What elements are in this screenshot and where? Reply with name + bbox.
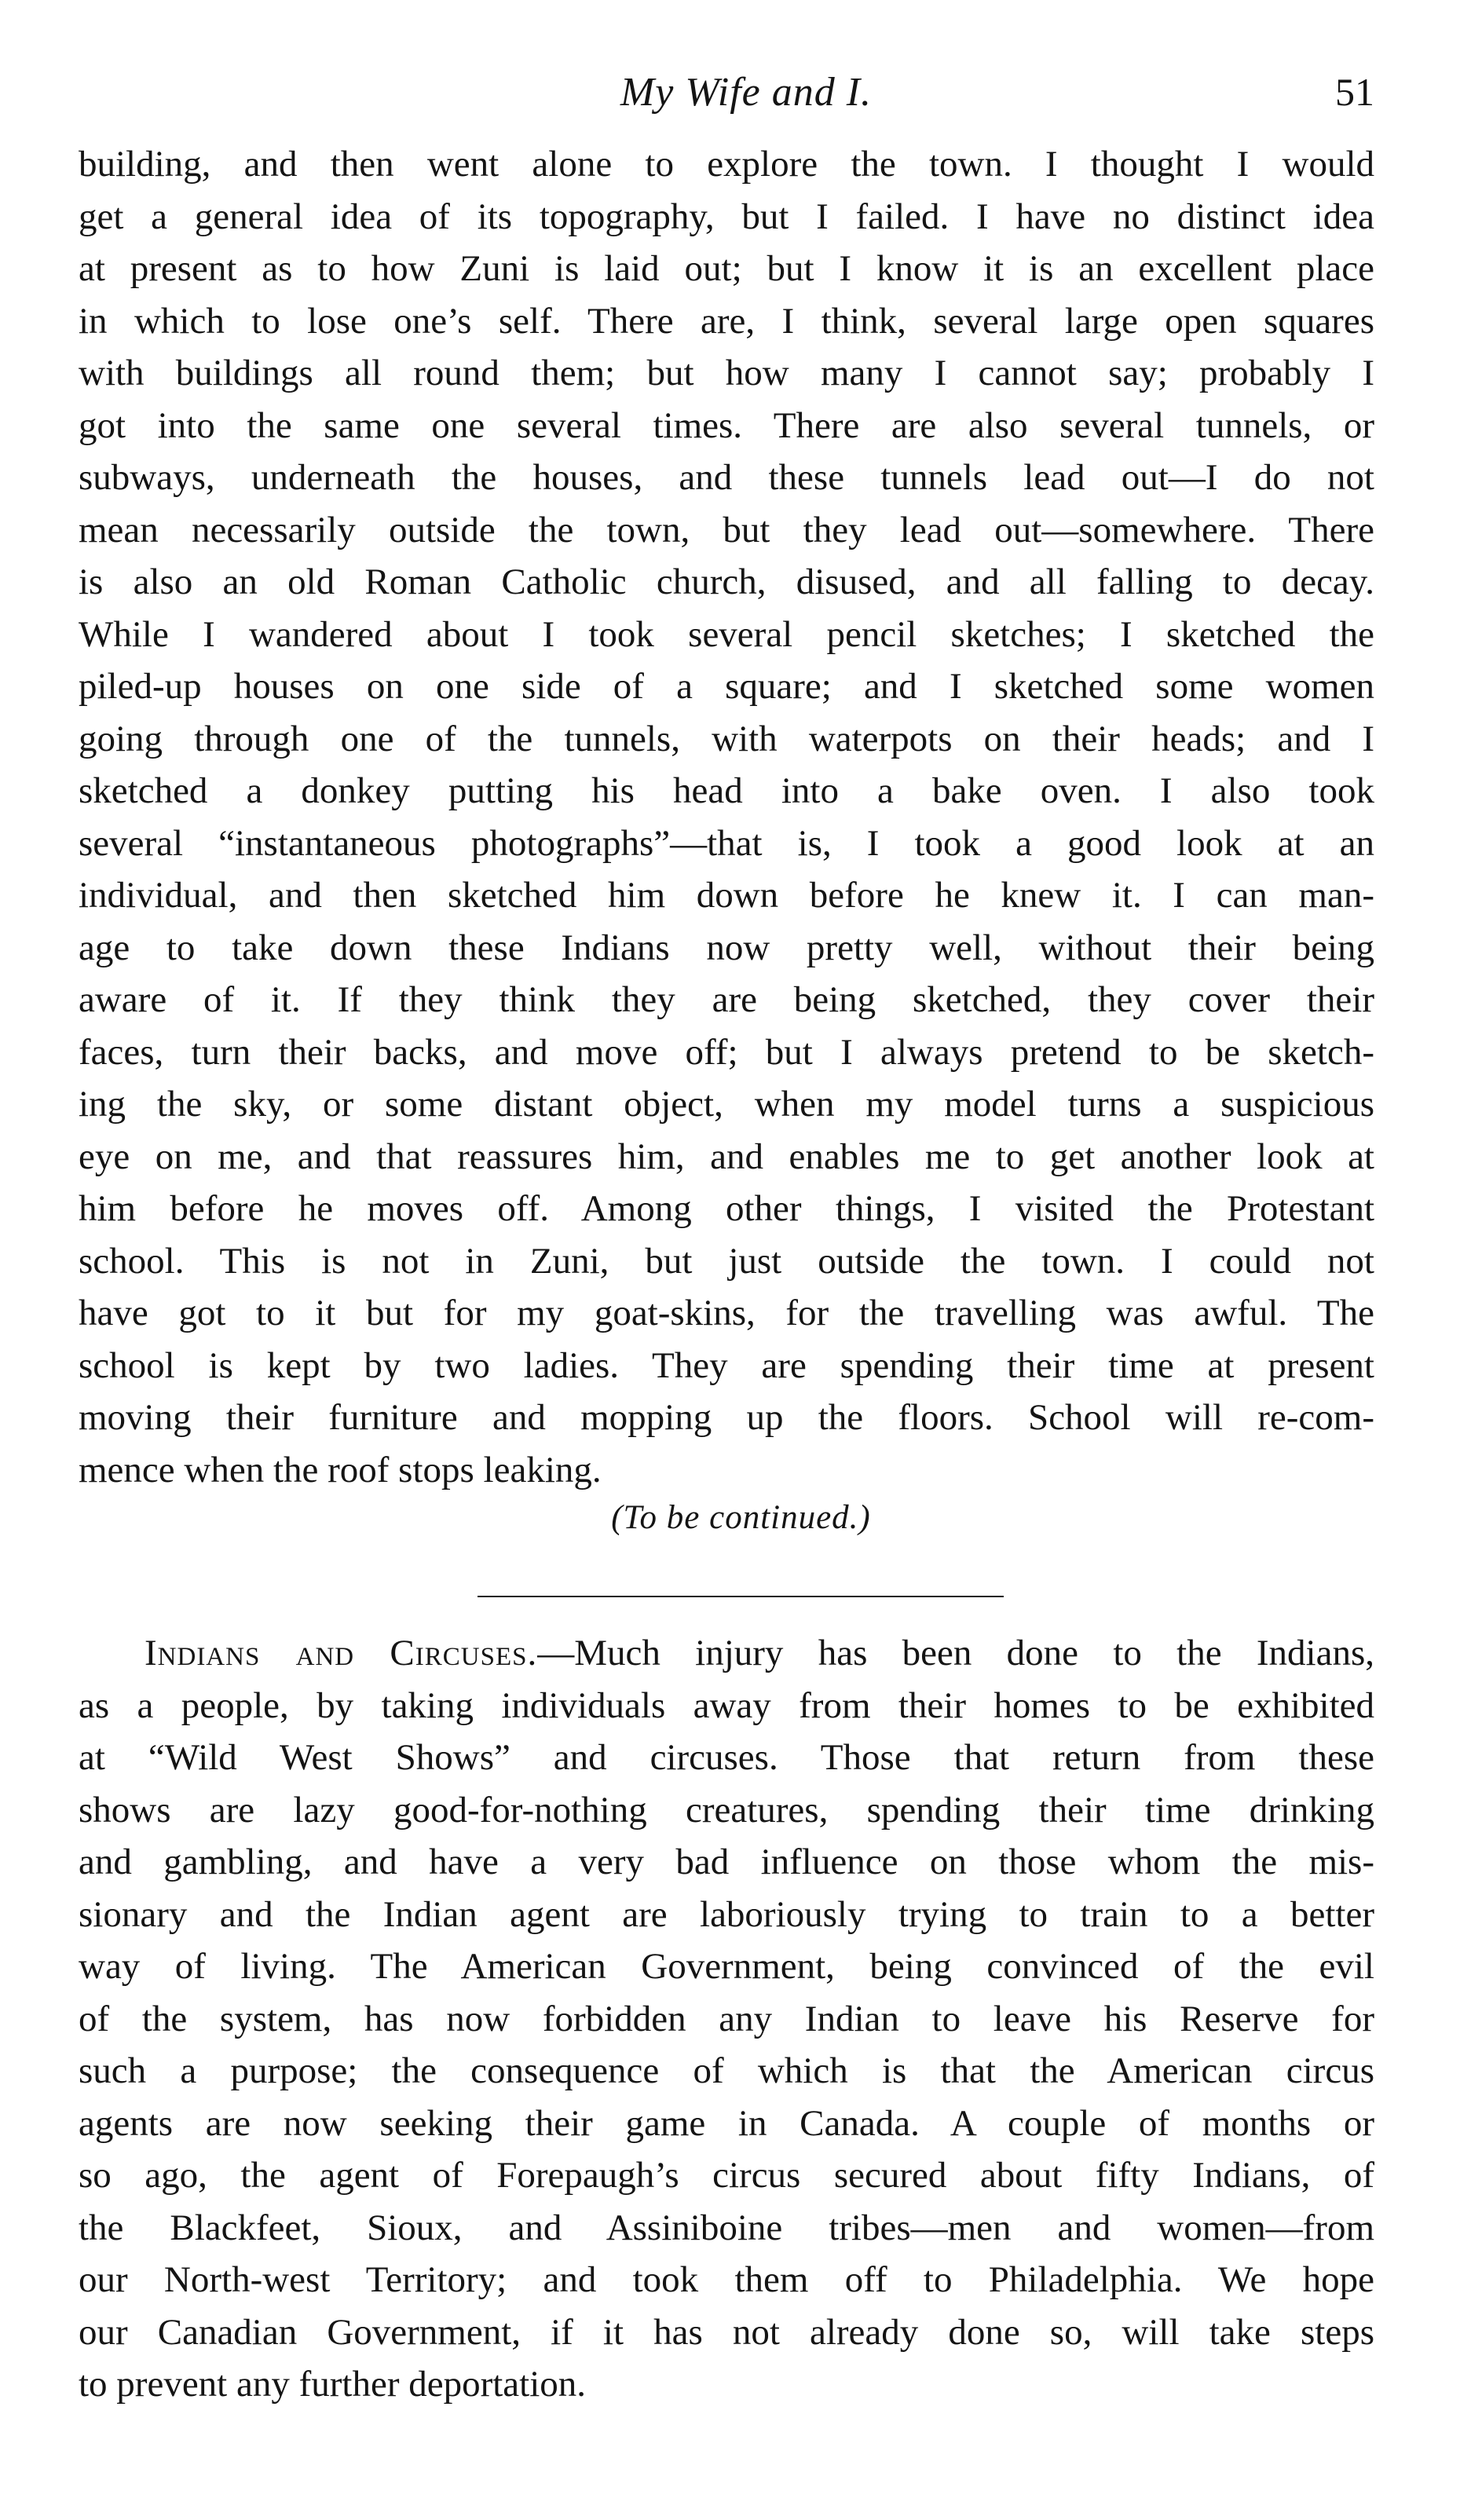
text-line: school. This is not in Zuni, but just outside the town. I could not [79,1240,1374,1282]
text-line: as a people, by taking individuals away from their homes to be exhibited [79,1684,1374,1726]
text-line: While I wandered about I took several pencil sketches; I sketched the [79,613,1374,655]
text-line: piled-up houses on one side of a square; and I sketched some women [79,666,1374,707]
text-line: have got to it but for my goat-skins, for the travelling was awful. The [79,1293,1374,1333]
text-line: eye on me, and that reassures him, and enables me to get another look at [79,1136,1374,1177]
text-line: to prevent any further deportation. [79,2364,587,2405]
text-line: in which to lose one’s self. There are, I think, several large open squares [79,300,1374,342]
article-my-wife-and-i-continuation [79,138,1374,1496]
text-line-first [79,1627,1374,1680]
text-line: agents are now seeking their game in Canada. A couple of months or [79,2102,1374,2144]
text-line: our Canadian Government, if it has not already done so, will take steps [79,2311,1374,2353]
text-line: school is kept by two ladies. They are spending their time at present [79,1344,1374,1386]
text-line: sionary and the Indian agent are laboriously trying to train to a better [79,1893,1374,1935]
text-line: individual, and then sketched him down before he knew it. I can man- [79,875,1374,916]
text-line: him before he moves off. Among other things, I visited the Protestant [79,1188,1374,1229]
text-line: at present as to how Zuni is laid out; but I know it is an excellent place [79,248,1374,289]
text-line: shows are lazy good-for-nothing creatures, spending their time drinking [79,1789,1374,1831]
text-line: going through one of the tunnels, with waterpots on their heads; and I [79,718,1374,759]
text-line: is also an old Roman Catholic church, disused, and all falling to decay. [79,561,1374,602]
text-line: mean necessarily outside the town, but they lead out—somewhere. There [79,509,1374,550]
article-indians-and-circuses [79,1627,1374,2411]
text-line: and gambling, and have a very bad influence on those whom the mis- [79,1842,1374,1882]
text-line: sketched a donkey putting his head into a bake oven. I also took [79,770,1374,811]
article-heading: Indians and Circuses. [145,1633,538,1673]
text-line: age to take down these Indians now pretty well, without their being [79,927,1374,968]
text-line: at “Wild West Shows” and circuses. Those that return from these [79,1737,1374,1778]
text-line: moving their furniture and mopping up the floors. School will re-com- [79,1397,1374,1438]
text-line: several “instantaneous photographs”—that is, I took a good look at an [79,822,1374,864]
text-line: ing the sky, or some distant object, when my model turns a suspicious [79,1084,1374,1125]
to-be-continued-note: (To be continued.) [611,1499,871,1536]
text-line: the Blackfeet, Sioux, and Assiniboine tribes—men and women—from [79,2207,1374,2248]
running-head [118,69,1374,124]
first-line-text: —Much injury has been done to the Indians, [537,1633,1374,1673]
text-line: aware of it. If they think they are being sketched, they cover their [79,979,1374,1020]
text-line: faces, turn their backs, and move off; but I always pretend to be sketch- [79,1031,1374,1073]
text-line: with buildings all round them; but how many I cannot say; probably I [79,353,1374,393]
text-line: our North-west Territory; and took them off to Philadelphia. We hope [79,2259,1374,2300]
text-line: way of living. The American Government, being convinced of the evil [79,1946,1374,1987]
text-line: of the system, has now forbidden any Indian to leave his Reserve for [79,1998,1374,2039]
text-line: so ago, the agent of Forepaugh’s circus secured about fifty Indians, of [79,2155,1374,2196]
text-line: got into the same one several times. There are also several tunnels, or [79,404,1374,446]
text-line: get a general idea of its topography, but I failed. I have no distinct idea [79,196,1374,237]
running-title: My Wife and I. [620,70,873,115]
text-line: mence when the roof stops leaking. [79,1449,602,1490]
text-line: such a purpose; the consequence of which is that the American circus [79,2050,1374,2091]
text-line: building, and then went alone to explore the town. I thought I would [79,144,1374,185]
text-line: subways, underneath the houses, and these tunnels lead out—I do not [79,457,1374,498]
page-number: 51 [1335,70,1374,114]
section-divider [478,1596,1004,1597]
